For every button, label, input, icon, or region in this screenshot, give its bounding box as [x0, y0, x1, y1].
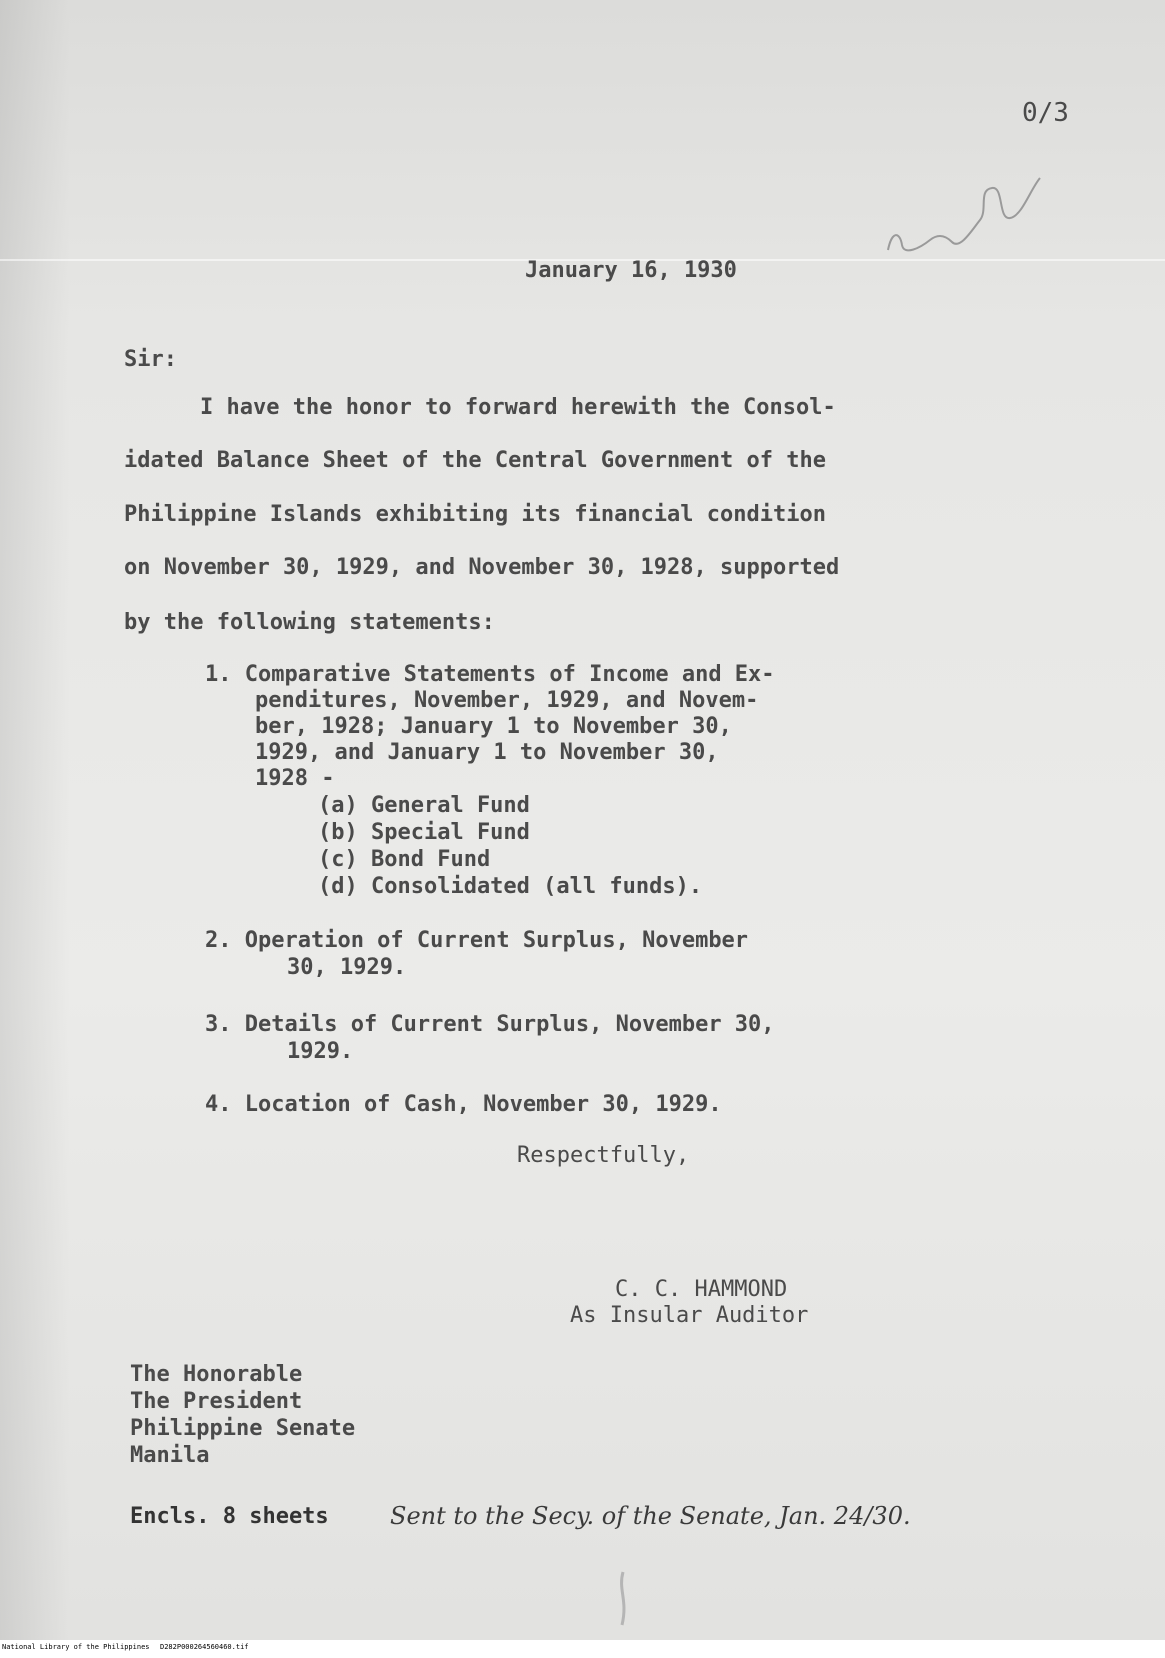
addressee-line: Manila [130, 1443, 210, 1468]
list-item-4: 4. Location of Cash, November 30, 1929. [205, 1092, 722, 1117]
list-item-3-line: 3. Details of Current Surplus, November 30, [205, 1012, 775, 1037]
addressee-line: Philippine Senate [130, 1416, 356, 1441]
scan-footer [0, 1640, 1165, 1658]
handwritten-annotation: Sent to the Secy. of the Senate, Jan. 24/30. [390, 1502, 911, 1530]
body-line: I have the honor to forward herewith the Consol- [200, 395, 836, 420]
signature-title: As Insular Auditor [570, 1303, 809, 1328]
page-edge-shadow [0, 0, 70, 1640]
body-line: on November 30, 1929, and November 30, 1928, supported [124, 555, 840, 580]
body-line: by the following statements: [124, 610, 495, 635]
sub-item: (d) Consolidated (all funds). [318, 874, 703, 899]
ink-smudge-icon [608, 1570, 638, 1630]
list-item-2-line: 30, 1929. [287, 955, 407, 980]
margin-note [900, 192, 902, 193]
footer-filename: D282P000264560460.tif [160, 1643, 249, 1651]
page-number: 0/3 [1022, 98, 1069, 128]
list-item-1-line: penditures, November, 1929, and Novem- [255, 688, 759, 713]
sub-item: (c) Bond Fund [318, 847, 491, 872]
list-item-1-line: ber, 1928; January 1 to November 30, [255, 714, 732, 739]
enclosures: Encls. 8 sheets [130, 1504, 329, 1529]
footer-archive-name: National Library of the Philippines [2, 1643, 150, 1651]
list-item-1-line: 1. Comparative Statements of Income and Ex- [205, 662, 775, 687]
salutation: Sir: [124, 347, 177, 372]
sub-item: (a) General Fund [318, 793, 530, 818]
letter-date: January 16, 1930 [525, 258, 737, 283]
addressee-line: The Honorable [130, 1362, 303, 1387]
body-line: idated Balance Sheet of the Central Government of the [124, 448, 826, 473]
body-line: Philippine Islands exhibiting its financial condition [124, 502, 826, 527]
list-item-3-line: 1929. [287, 1039, 354, 1064]
closing: Respectfully, [517, 1143, 690, 1168]
signature-name: C. C. HAMMOND [615, 1277, 788, 1302]
list-item-1-line: 1928 - [255, 766, 335, 791]
margin-scribble-icon [880, 160, 1050, 270]
addressee-line: The President [130, 1389, 303, 1414]
sub-item: (b) Special Fund [318, 820, 530, 845]
list-item-2-line: 2. Operation of Current Surplus, November [205, 928, 749, 953]
list-item-1-line: 1929, and January 1 to November 30, [255, 740, 719, 765]
